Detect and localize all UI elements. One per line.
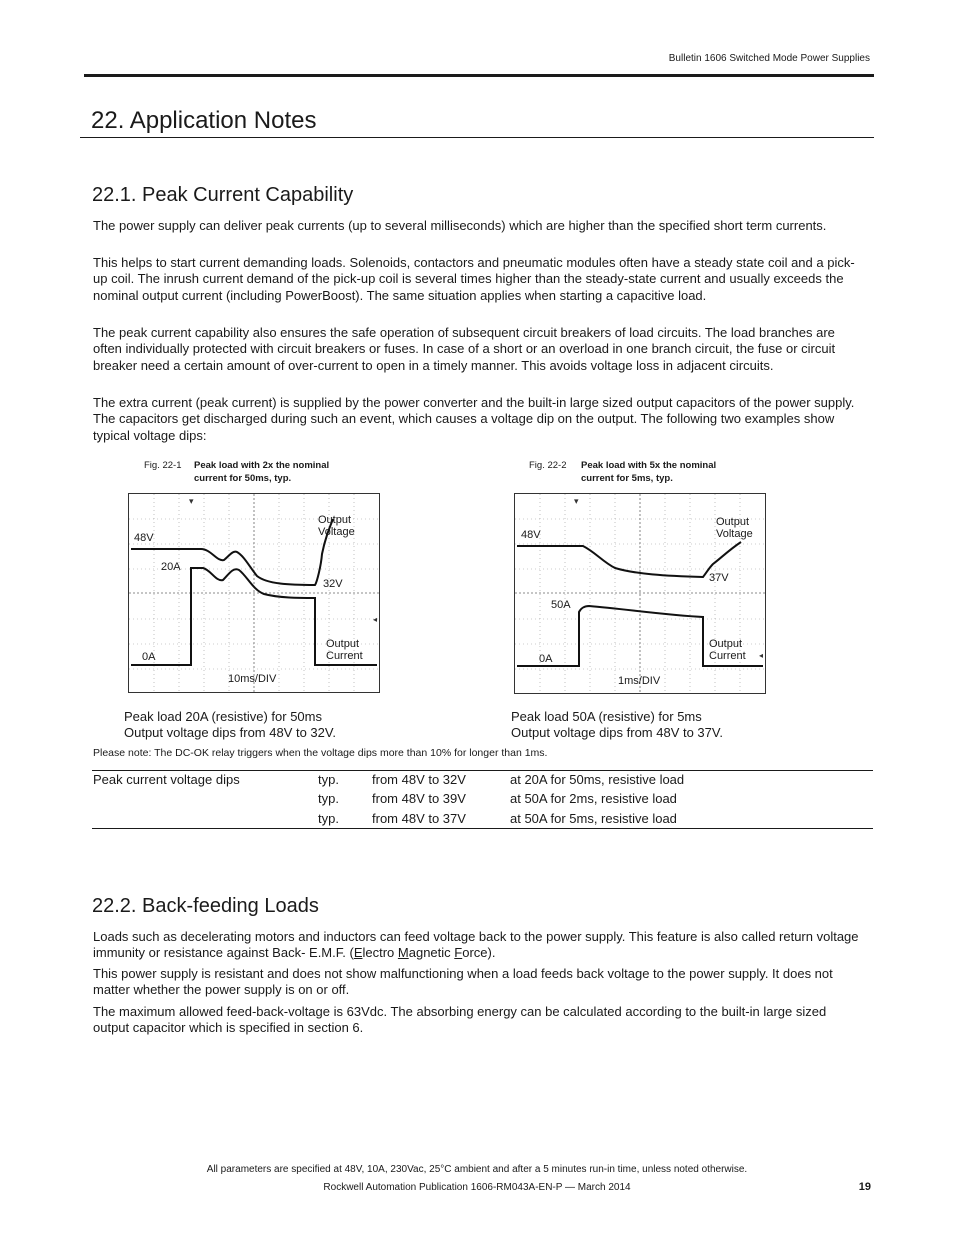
peak-current-heading: 22.1. Peak Current Capability (92, 184, 354, 206)
backfeed-paragraph-1 (93, 929, 863, 962)
fig2-zero-level: 0A (539, 653, 553, 665)
backfeed-p1-a: Loads such as decelerating motors and inductors can feed voltage back to the power supply. This feature is also called return voltage immunity or resistance against Back- E.M.F. ( (93, 929, 859, 961)
fig1-caption-line1: Peak load 20A (resistive) for 50ms (124, 709, 322, 724)
fig1-title-line2: current for 50ms, typ. (194, 473, 292, 484)
peak-paragraph-4: The extra current (peak current) is supplied by the power converter and the built-in large sized output capacitors of the power supply. The capacitors get discharged during such an event, which causes a voltage dip on the output. The following two examples show typical voltage dips: (93, 395, 855, 443)
fig2-title-line1: Peak load with 5x the nominal (581, 460, 717, 471)
table-row-3-condition: at 50A for 5ms, resistive load (510, 811, 677, 826)
section-title: 22. Application Notes (91, 107, 317, 134)
fig1-caption (124, 709, 336, 741)
fig1-zero-level: 0A (142, 651, 156, 663)
footer-parameters-note: All parameters are specified at 48V, 10A, 230Vac, 25°C ambient and after a 5 minutes run-in time, unless noted otherwise. (206, 1164, 748, 1175)
table-row-3-range: from 48V to 37V (372, 811, 466, 826)
fig2-title-line2: current for 5ms, typ. (581, 473, 673, 484)
fig2-title (581, 459, 716, 485)
fig2-dip-level: 37V (709, 572, 729, 584)
backfeed-p1-d: orce). (462, 945, 496, 961)
table-top-rule (92, 770, 873, 771)
fig2-output-voltage-line2: Voltage (716, 528, 753, 540)
fig2-output-current-line1: Output (709, 638, 743, 650)
table-label: Peak current voltage dips (93, 772, 240, 787)
fig1-level-marker: ◂ (373, 615, 378, 624)
fig1-output-voltage-label (318, 514, 355, 538)
fig2-output-voltage-label (716, 516, 753, 540)
fig1-caption-line2: Output voltage dips from 48V to 32V. (124, 725, 336, 740)
backfeed-paragraph-3: The maximum allowed feed-back-voltage is 63Vdc. The absorbing energy can be calculated according to the built-in large sized output capacitor which is specified in section 6. (93, 1004, 827, 1036)
fig2-number: Fig. 22-2 (529, 460, 567, 471)
table-row-2-typ: typ. (318, 791, 339, 806)
fig1-voltage-level: 48V (134, 532, 154, 544)
fig1-trigger-marker: ▾ (189, 497, 194, 507)
table-row-1-range: from 48V to 32V (372, 772, 466, 787)
fig1-output-voltage-line1: Output (318, 514, 352, 526)
table-row-1-condition: at 20A for 50ms, resistive load (510, 772, 685, 787)
fig2-caption-line2: Output voltage dips from 48V to 37V. (511, 725, 723, 740)
backfeed-p1-e: E (353, 945, 363, 961)
fig2-time-division: 1ms/DIV (618, 675, 661, 687)
fig2-output-current-line2: Current (709, 650, 746, 662)
table-row-1-typ: typ. (318, 772, 339, 787)
fig1-output-current-line1: Output (326, 638, 360, 650)
fig2-caption (511, 709, 723, 741)
backfeed-p1-f: F (454, 945, 463, 961)
fig1-output-current-line2: Current (326, 650, 363, 662)
fig1-number: Fig. 22-1 (144, 460, 182, 471)
table-bottom-rule (92, 828, 873, 829)
fig1-current-level: 20A (161, 561, 181, 573)
fig2-voltage-trace (517, 542, 741, 577)
fig2-caption-line1: Peak load 50A (resistive) for 5ms (511, 709, 702, 724)
backfeed-paragraph-2: This power supply is resistant and does not show malfunctioning when a load feeds back voltage to the power supply. It does not matter whether the power supply is on or off. (93, 966, 833, 998)
table-row-2-condition: at 50A for 2ms, resistive load (510, 791, 677, 806)
fig1-title-line1: Peak load with 2x the nominal (194, 460, 330, 471)
header-title: Bulletin 1606 Switched Mode Power Supplies (668, 53, 870, 64)
fig2-level-marker: ◂ (759, 651, 764, 660)
backfeed-p1-b: lectro (362, 945, 398, 961)
fig2-voltage-level: 48V (521, 529, 541, 541)
table-row-3-typ: typ. (318, 811, 339, 826)
fig1-title (194, 459, 329, 485)
peak-paragraph-1: The power supply can deliver peak currents (up to several milliseconds) which are higher than the specified short term currents. (93, 218, 827, 233)
fig2-output-voltage-line1: Output (716, 516, 750, 528)
fig2-current-level: 50A (551, 599, 571, 611)
backfeed-p1-c: agnetic (408, 945, 455, 961)
fig1-dip-level: 32V (323, 578, 343, 590)
section-rule (80, 137, 874, 138)
backfeed-p1-m: M (397, 945, 409, 961)
back-feeding-heading: 22.2. Back-feeding Loads (92, 895, 319, 917)
header-rule (84, 74, 874, 77)
dc-ok-note: Please note: The DC-OK relay triggers when the voltage dips more than 10% for longer than 1ms. (93, 747, 548, 759)
footer-publication: Rockwell Automation Publication 1606-RM043A-EN-P — March 2014 (323, 1182, 631, 1193)
peak-paragraph-3: The peak current capability also ensures the safe operation of subsequent circuit breakers of load circuits. The load branches are often individually protected with circuit breakers or fuses. In case of a short or an overload in one branch circuit, the fuse or circuit breaker need a certain amount of over-current to open in a timely manner. This avoids voltage loss in adjacent circuits. (93, 325, 836, 373)
fig1-output-voltage-line2: Voltage (318, 526, 355, 538)
fig1-time-division: 10ms/DIV (228, 673, 277, 685)
fig2-output-current-label (709, 638, 746, 662)
peak-paragraph-2: This helps to start current demanding loads. Solenoids, contactors and pneumatic modules often have a steady state coil and a pick-up coil. The inrush current demand of the pick-up coil is several times higher than the steady-state current and usually exceeds the nominal output current (including PowerBoost). The same situation applies when starting a capacitive load. (93, 255, 855, 303)
fig2-trigger-marker: ▾ (574, 497, 579, 507)
fig1-voltage-trace (131, 519, 333, 585)
fig1-output-current-label (326, 638, 363, 662)
page-number: 19 (858, 1181, 871, 1193)
table-row-2-range: from 48V to 39V (372, 791, 466, 806)
